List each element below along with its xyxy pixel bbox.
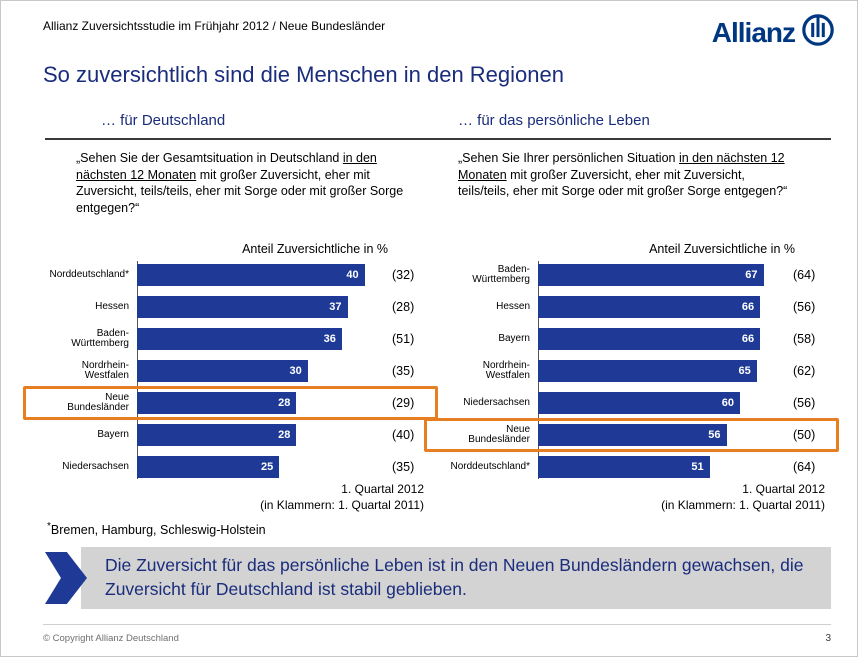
footnote-text: Bremen, Hamburg, Schleswig-Holstein — [50, 523, 266, 538]
bar-category-label: Neue Bundesländer — [468, 423, 530, 445]
previous-year-value: (56) — [793, 300, 816, 314]
bar-category-label: Norddeutschland* — [49, 268, 129, 280]
bar-category-label: Bayern — [97, 428, 129, 440]
question-prefix: „Sehen Sie Ihrer persönlichen Situation — [458, 151, 679, 165]
bar-category-label: Baden-Württemberg — [472, 263, 530, 285]
bar-track — [137, 264, 376, 286]
question-underlined: in den nächsten 12 Monaten — [458, 151, 785, 182]
bar-row — [446, 264, 831, 286]
bar-category-label: Nordrhein-Westfalen — [81, 359, 129, 381]
bar-value-label: 67 — [745, 269, 758, 281]
bar-track — [137, 328, 376, 350]
bar — [137, 296, 348, 318]
previous-year-value: (64) — [793, 460, 816, 474]
bar-track — [137, 456, 376, 478]
bar — [538, 328, 760, 350]
bar-row — [45, 360, 430, 382]
slide-footer — [43, 624, 831, 644]
bar — [538, 360, 757, 382]
bar-value-label: 56 — [708, 429, 721, 441]
period-line-2: (in Klammern: 1. Quartal 2011) — [661, 497, 825, 512]
bar — [137, 392, 296, 414]
question-underlined: in den nächsten 12 Monaten — [76, 151, 377, 182]
previous-year-value: (40) — [392, 428, 415, 442]
bar-chart-persoenlich — [446, 264, 831, 478]
bar-row — [45, 392, 430, 414]
previous-year-value: (35) — [392, 460, 415, 474]
bar-value-label: 37 — [329, 301, 342, 313]
previous-year-value: (51) — [392, 332, 415, 346]
bar — [538, 264, 764, 286]
bar-track — [538, 296, 777, 318]
page-number: 3 — [825, 633, 831, 644]
bar-track — [137, 360, 376, 382]
bar-row — [446, 296, 831, 318]
bar-row — [45, 296, 430, 318]
survey-question-persoenlich — [446, 150, 831, 236]
key-message-callout — [45, 547, 831, 608]
bar-category-label: Bayern — [498, 332, 530, 344]
bar-category-label: Baden-Württemberg — [71, 327, 129, 349]
column-header-deutschland: … für Deutschland — [101, 112, 226, 129]
page-title: So zuversichtlich sind die Menschen in den Regionen — [43, 62, 564, 87]
bar — [137, 264, 365, 286]
bar — [538, 296, 760, 318]
bar-track — [538, 360, 777, 382]
previous-year-value: (29) — [392, 396, 415, 410]
bar-category-label: Norddeutschland* — [450, 460, 530, 472]
previous-year-value: (56) — [793, 396, 816, 410]
previous-year-value: (64) — [793, 268, 816, 282]
bar-track — [538, 424, 777, 446]
panel-deutschland — [45, 150, 430, 513]
previous-year-value: (35) — [392, 364, 415, 378]
bar-category-label: Neue Bundesländer — [67, 391, 129, 413]
period-note — [446, 482, 831, 513]
bar-category-label: Niedersachsen — [463, 396, 530, 408]
bar — [538, 424, 727, 446]
footnote-marker: * — [47, 521, 51, 533]
key-message-text: Die Zuversicht für das persönliche Leben ist in den Neuen Bundesländern gewachsen, die Zuversicht für Deutschland ist stabil geblieben. — [105, 555, 804, 599]
question-suffix: mit großer Zuversicht, eher mit Zuversicht, teils/teils, eher mit Sorge oder mit großer Sorge entgegen?“ — [458, 167, 788, 198]
copyright-text: © Copyright Allianz Deutschland — [43, 633, 179, 644]
bar-value-label: 60 — [721, 397, 734, 409]
previous-year-value: (32) — [392, 268, 415, 282]
bar-category-label: Niedersachsen — [62, 460, 129, 472]
period-note — [45, 482, 430, 513]
allianz-circle-three-pillars-icon — [801, 13, 835, 52]
previous-year-value: (28) — [392, 300, 415, 314]
column-headers — [45, 112, 831, 140]
bar-category-label: Hessen — [95, 300, 129, 312]
bar-track — [538, 264, 777, 286]
bar — [538, 456, 710, 478]
period-line-1: 1. Quartal 2012 — [742, 482, 825, 496]
bar-value-label: 51 — [691, 461, 704, 473]
study-subject-text: Allianz Zuversichtsstudie im Frühjahr 2012 / Neue Bundesländer — [43, 19, 386, 33]
column-header-persoenliches-leben: … für das persönliche Leben — [458, 112, 650, 129]
footnote — [47, 521, 831, 537]
period-line-2: (in Klammern: 1. Quartal 2011) — [260, 497, 424, 512]
chart-title: Anteil Zuversichtliche in % — [242, 242, 388, 256]
bar-track — [538, 456, 777, 478]
question-suffix: mit großer Zuversicht, eher mit Zuversicht, teils/teils, eher mit Sorge oder mit großer Sorge entgegen?“ — [76, 167, 404, 215]
bar-value-label: 65 — [738, 365, 751, 377]
panel-persoenliches-leben — [446, 150, 831, 513]
bar-row — [45, 264, 430, 286]
bar-track — [538, 392, 777, 414]
bar-value-label: 66 — [741, 301, 755, 313]
bar — [137, 456, 279, 478]
bar-row — [45, 424, 430, 446]
bar-track — [137, 296, 376, 318]
previous-year-value: (62) — [793, 364, 816, 378]
allianz-logo — [712, 13, 835, 52]
bar-track — [538, 328, 777, 350]
question-prefix: „Sehen Sie der Gesamtsituation in Deutschland — [76, 151, 343, 165]
previous-year-value: (58) — [793, 332, 816, 346]
previous-year-value: (50) — [793, 428, 816, 442]
bar — [137, 424, 296, 446]
bar-chart-deutschland — [45, 264, 430, 478]
bar-value-label: 25 — [261, 461, 274, 473]
bar-row — [45, 328, 430, 350]
bar-value-label: 28 — [278, 429, 291, 441]
allianz-wordmark: Allianz — [711, 16, 795, 48]
key-message-box — [81, 547, 831, 608]
bar-row — [446, 456, 831, 478]
bar-row — [446, 360, 831, 382]
bar-value-label: 66 — [741, 333, 755, 345]
chart-panels — [45, 150, 831, 513]
bar — [137, 360, 308, 382]
bar-value-label: 28 — [278, 397, 291, 409]
bar-category-label: Hessen — [496, 300, 530, 312]
bar-value-label: 30 — [289, 365, 302, 377]
bar — [137, 328, 342, 350]
bar-category-label: Nordrhein-Westfalen — [482, 359, 530, 381]
bar-value-label: 36 — [323, 333, 336, 345]
bar-row — [446, 328, 831, 350]
survey-question-deutschland — [45, 150, 430, 236]
bar-row — [446, 424, 831, 446]
top-header — [1, 1, 857, 52]
bar — [538, 392, 740, 414]
chart-title: Anteil Zuversichtliche in % — [649, 242, 795, 256]
bar-row — [446, 392, 831, 414]
bar-row — [45, 456, 430, 478]
bar-value-label: 40 — [346, 269, 359, 281]
bar-track — [137, 424, 376, 446]
period-line-1: 1. Quartal 2012 — [341, 482, 424, 496]
bar-track — [137, 392, 376, 414]
